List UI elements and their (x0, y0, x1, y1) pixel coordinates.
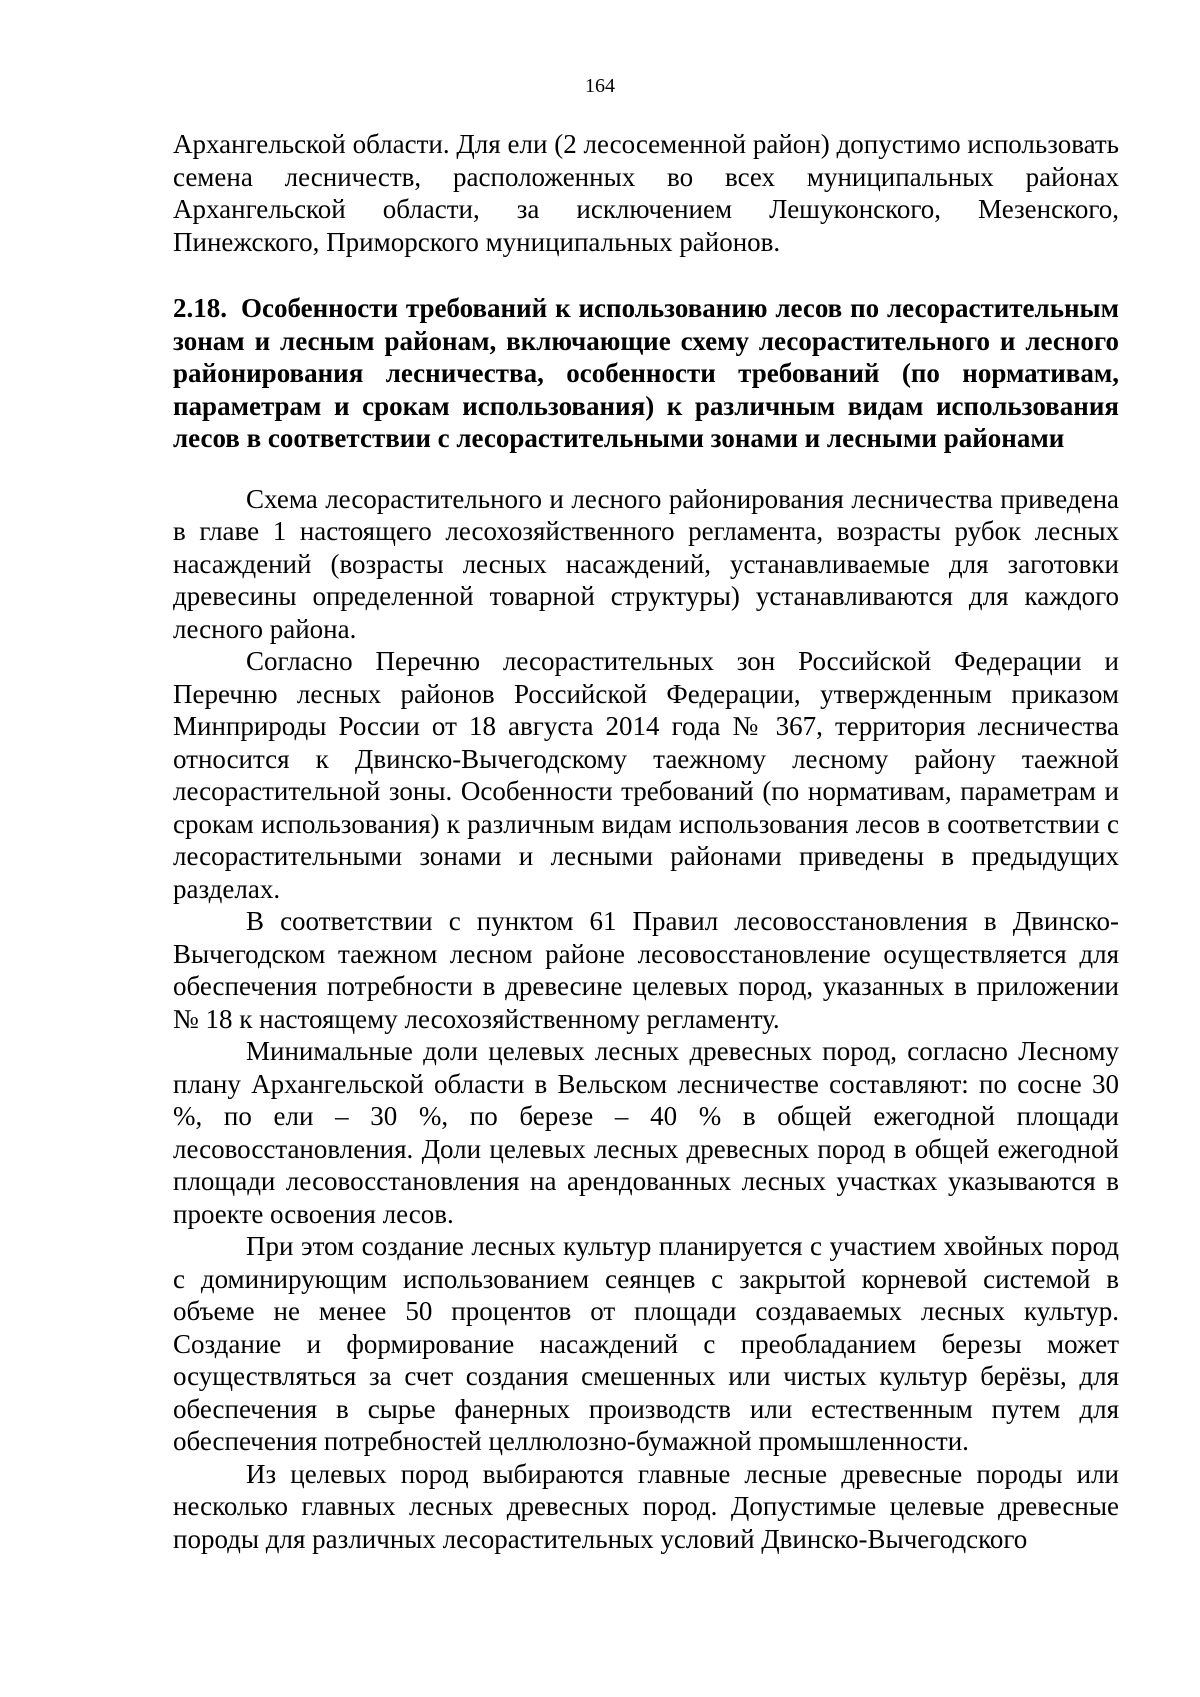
section-title: Особенности требований к использованию лесов по лесорастительным зонам и лесным районам, включающие схему лесорастительного и лесного районирования лесничества, особенности требований (по нормативам, параметрам и срокам использования) к различным видам использования лесов в соответствии с лесорастительными зонами и лесными районами (173, 293, 1119, 453)
section-number: 2.18. (173, 293, 227, 323)
document-body (173, 128, 1119, 1555)
paragraph-target-species: Из целевых пород выбираются главные лесные древесные породы или несколько главных лесных древесных пород. Допустимые целевые древесные породы для различных лесорастительных условий Двинско-Вычегодского (173, 1458, 1119, 1554)
page-number: 164 (585, 75, 615, 97)
section-heading (173, 292, 1119, 455)
paragraph-reforestation: В соответствии с пунктом 61 Правил лесовосстановления в Двинско-Вычегодском таежном лесном районе лесовосстановление осуществляется для обеспечения потребности в древесине целевых пород, указанных в приложении № 18 к настоящему лесохозяйственному регламенту. (173, 906, 1119, 1034)
intro-paragraph: Архангельской области. Для ели (2 лесосеменной район) допустимо использовать семена лесничеств, расположенных во всех муниципальных районах Архангельской области, за исключением Лешуконского, Мезенского, Пинежского, Приморского муниципальных районов. (173, 129, 1119, 257)
paragraph-forest-cultures: При этом создание лесных культур планируется с участием хвойных пород с доминирующим использованием сеянцев с закрытой корневой системой в объеме не менее 50 процентов от площади создаваемых лесных культур. Создание и формирование насаждений с преобладанием березы может осуществляться за счет создания смешенных или чистых культур берёзы, для обеспечения в сырье фанерных производств или естественным путем для обеспечения потребностей целлюлозно-бумажной промышленности. (173, 1231, 1119, 1456)
paragraph-scheme: Схема лесорастительного и лесного районирования лесничества приведена в главе 1 настоящего лесохозяйственного регламента, возрасты рубок лесных насаждений (возрасты лесных насаждений, устанавливаемые для заготовки древесины определенной товарной структуры) устанавливаются для каждого лесного района. (173, 483, 1119, 644)
paragraph-target-shares: Минимальные доли целевых лесных древесных пород, согласно Лесному плану Архангельской области в Вельском лесничестве составляют: по сосне 30 %, по ели – 30 %, по березе – 40 % в общей ежегодной площади лесовосстановления. Доли целевых лесных древесных пород в общей ежегодной площади лесовосстановления на арендованных лесных участках указываются в проекте освоения лесов. (173, 1036, 1119, 1229)
paragraph-zones: Согласно Перечню лесорастительных зон Российской Федерации и Перечню лесных районов Российской Федерации, утвержденным приказом Минприроды России от 18 августа 2014 года № 367, территория лесничества относится к Двинско-Вычегодскому таежному лесному району таежной лесорастительной зоны. Особенности требований (по нормативам, параметрам и срокам использования) к различным видам использования лесов в соответствии с лесорастительными зонами и лесными районами приведены в предыдущих разделах. (173, 646, 1119, 904)
